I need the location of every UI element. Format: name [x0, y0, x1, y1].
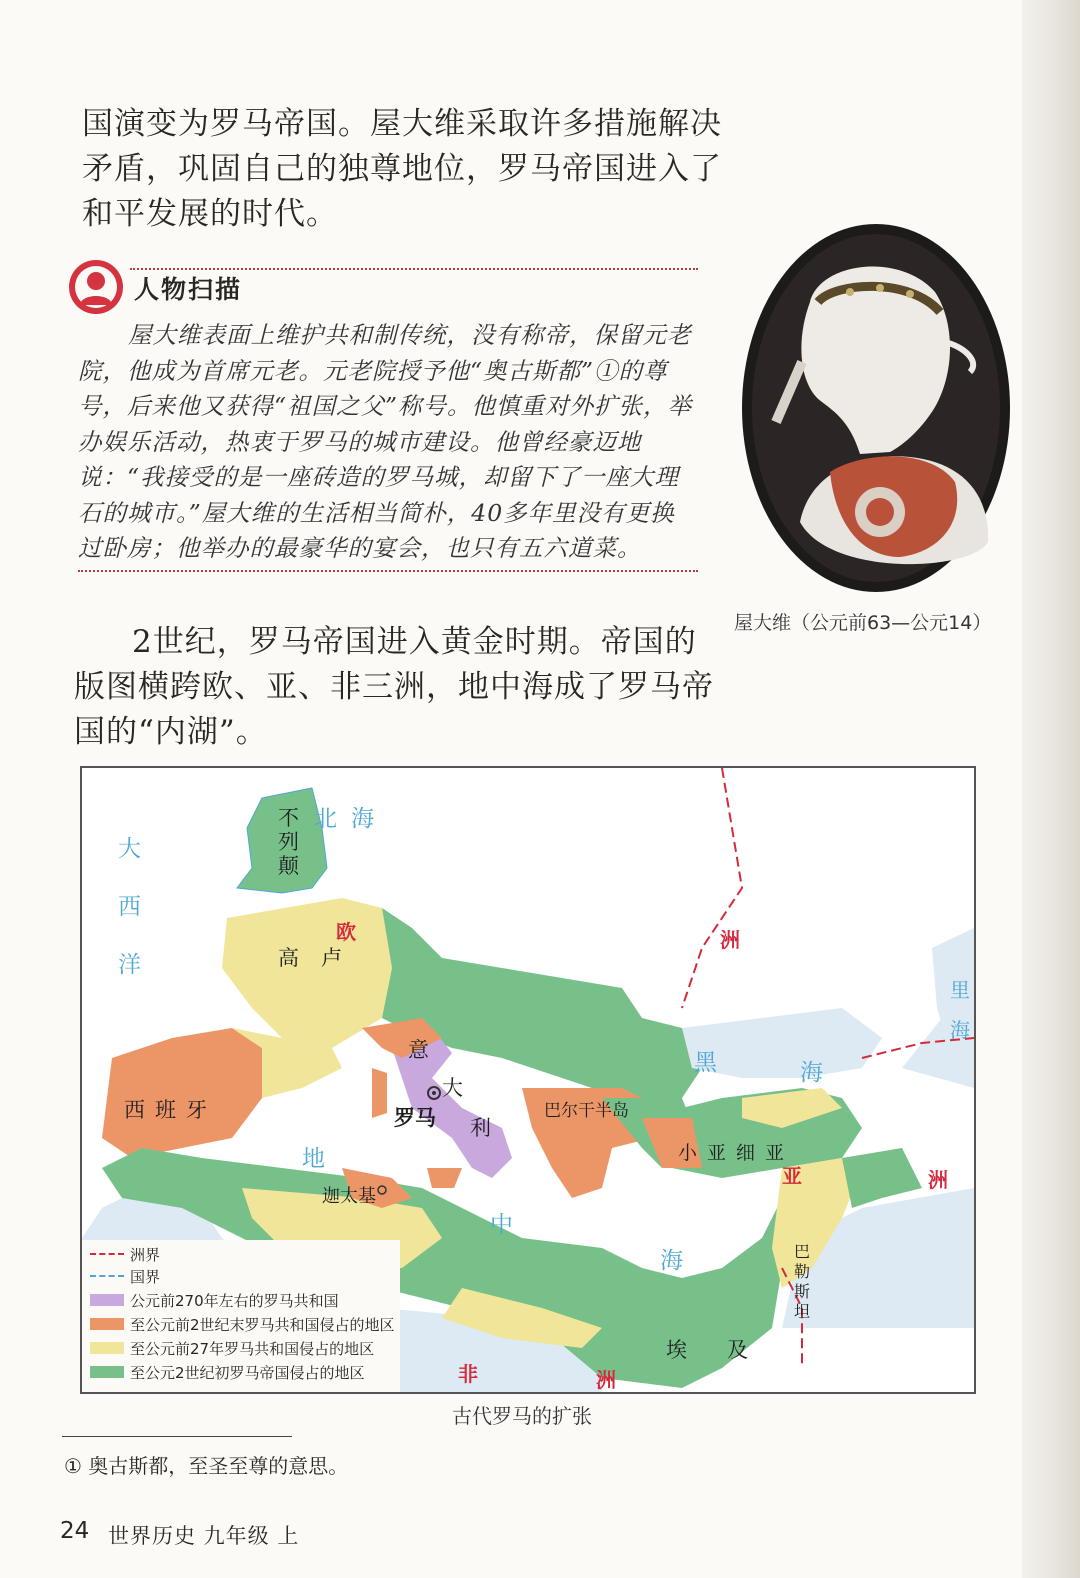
profile-box-body	[78, 318, 696, 567]
label-black-sea-2: 海	[800, 1060, 823, 1086]
box-bottom-divider	[78, 570, 698, 572]
footnote: ① 奥古斯都，至圣至尊的意思。	[64, 1454, 349, 1478]
legend-swatch	[90, 1318, 124, 1330]
label-gaul: 高卢	[278, 946, 364, 970]
legend-swatch	[90, 1366, 124, 1378]
label-caspian-2: 海	[950, 1018, 970, 1042]
legend-row	[90, 1244, 160, 1264]
page-number: 24	[60, 1518, 90, 1544]
legend-label: 洲界	[130, 1245, 161, 1264]
legend-swatch	[90, 1342, 124, 1354]
book-title: 世界历史 九年级 上	[108, 1524, 300, 1548]
portrait-caption: 屋大维（公元前63—公元14）	[734, 612, 992, 634]
legend-label: 至公元前2世纪末罗马共和国侵占的地区	[130, 1315, 395, 1334]
label-africa-1: 非	[458, 1362, 478, 1386]
label-britain: 不列颠	[278, 806, 299, 878]
label-italy-2: 大	[442, 1076, 463, 1100]
label-carthage: 迦太基	[322, 1186, 376, 1207]
legend-row	[90, 1338, 374, 1358]
golden-age-text: 2世纪，罗马帝国进入黄金时期。帝国的版图横跨欧、亚、非三洲，地中海成了罗马帝国的“内湖”。	[74, 624, 714, 750]
label-asia-2: 洲	[928, 1168, 948, 1192]
legend-label: 公元前270年左右的罗马共和国	[130, 1291, 339, 1310]
legend-swatch	[90, 1253, 124, 1255]
label-egypt: 埃及	[666, 1338, 788, 1362]
label-med-2: 中	[490, 1212, 513, 1238]
person-icon	[67, 258, 125, 316]
label-asia-1: 亚	[782, 1164, 802, 1188]
label-caspian-1: 里	[950, 978, 970, 1002]
legend-label: 至公元2世纪初罗马帝国侵占的地区	[130, 1363, 365, 1382]
label-palestine: 巴勒斯坦	[794, 1242, 811, 1321]
label-black-sea-1: 黑	[694, 1050, 717, 1076]
label-north-sea: 北海	[314, 806, 388, 832]
octavian-cameo-image	[740, 222, 1012, 594]
label-rome: 罗马	[394, 1105, 436, 1130]
map-legend	[82, 1240, 400, 1392]
label-balkans: 巴尔干半岛	[544, 1101, 629, 1121]
label-atlantic: 大西洋	[118, 836, 141, 978]
legend-row	[90, 1266, 160, 1286]
label-med-3: 海	[660, 1248, 683, 1274]
map-caption: 古代罗马的扩张	[452, 1404, 592, 1428]
legend-swatch	[90, 1275, 124, 1277]
label-med-1: 地	[302, 1146, 325, 1172]
profile-box-title: 人物扫描	[134, 275, 243, 304]
label-italy-3: 利	[470, 1116, 491, 1140]
label-europe-1: 欧	[336, 920, 356, 944]
legend-label: 国界	[130, 1267, 161, 1286]
legend-label: 至公元前27年罗马共和国侵占的地区	[130, 1339, 375, 1358]
legend-row	[90, 1290, 339, 1310]
label-africa-2: 洲	[596, 1368, 616, 1392]
profile-box-text: 屋大维表面上维护共和制传统，没有称帝，保留元老院，他成为首席元老。元老院授予他“奥古斯都”①的尊号，后来他又获得“祖国之父”称号。他慎重对外扩张，举办娱乐活动，热衷于罗马的城市建设。他曾经豪迈地说：“我接受的是一座砖造的罗马城，却留下了一座大理石的城市。”屋大维的生活相当简朴，40多年里没有更换过卧房；他举办的最豪华的宴会，也只有五六道菜。	[78, 321, 693, 562]
legend-row	[90, 1362, 365, 1382]
footnote-divider	[62, 1436, 292, 1437]
label-asia-minor: 小亚细亚	[678, 1142, 795, 1164]
label-italy-1: 意	[408, 1038, 429, 1062]
legend-swatch	[90, 1294, 124, 1306]
golden-age-paragraph	[74, 620, 714, 755]
intro-paragraph: 国演变为罗马帝国。屋大维采取许多措施解决矛盾，巩固自己的独尊地位，罗马帝国进入了和平发展的时代。	[82, 106, 722, 232]
label-europe-2: 洲	[720, 928, 740, 952]
label-spain: 西班牙	[124, 1098, 217, 1122]
page-edge	[1022, 0, 1080, 1578]
roman-expansion-map	[80, 766, 976, 1394]
legend-row	[90, 1314, 395, 1334]
